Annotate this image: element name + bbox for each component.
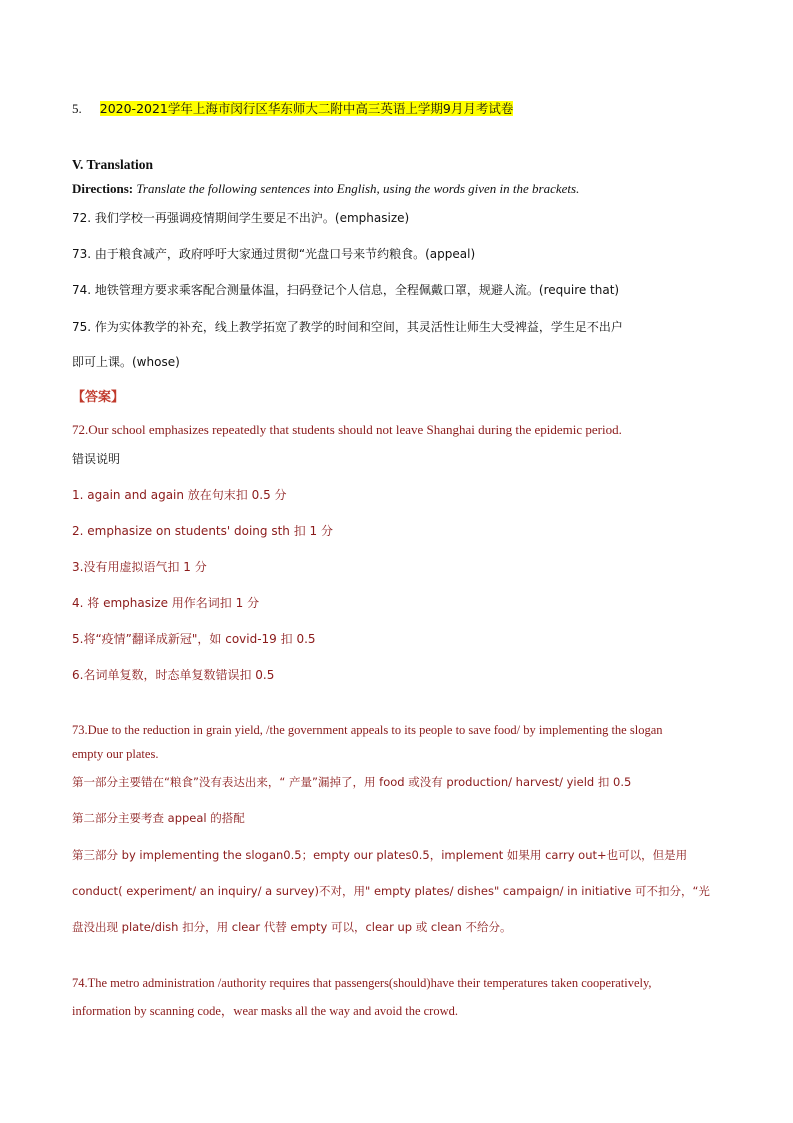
question-75: 75. 作为实体教学的补充，线上教学拓宽了教学的时间和空间，其灵活性让师生大受裨益，学生足不出户 bbox=[72, 320, 623, 334]
question-72: 72. 我们学校一再强调疫情期间学生要足不出沪。(emphasize) bbox=[72, 211, 410, 225]
paper-header bbox=[72, 100, 725, 118]
answer-73-note-2: 第二部分主要考查 appeal 的搭配 bbox=[72, 811, 245, 825]
answer-73-note-3: 第三部分 by implementing the slogan0.5；empty our plates0.5，implement 如果用 carry out+也可以，但是用 bbox=[72, 848, 688, 862]
answer-73-line1: 73.Due to the reduction in grain yield, /the government appeals to its people to save food/ by implementing the slogan bbox=[72, 723, 663, 737]
answer-73-line2: empty our plates. bbox=[72, 747, 159, 761]
answer-72: 72.Our school emphasizes repeatedly that students should not leave Shanghai during the epidemic period. bbox=[72, 422, 622, 437]
error-item-1: 1. again and again 放在句末扣 0.5 分 bbox=[72, 488, 287, 502]
errors-title: 错误说明 bbox=[72, 452, 121, 466]
directions bbox=[72, 180, 725, 198]
directions-label: Directions: bbox=[72, 181, 134, 196]
question-75-cont: 即可上课。(whose) bbox=[72, 355, 180, 369]
error-item-2: 2. emphasize on students' doing sth 扣 1 分 bbox=[72, 524, 333, 538]
answer-74-line1: 74.The metro administration /authority requires that passengers(should)have their temperatures taken cooperatively, bbox=[72, 976, 652, 990]
error-item-4: 4. 将 emphasize 用作名词扣 1 分 bbox=[72, 596, 260, 610]
paper-title: 2020-2021学年上海市闵行区华东师大二附中高三英语上学期9月月考试卷 bbox=[99, 101, 514, 116]
error-item-6: 6.名词单复数，时态单复数错误扣 0.5 bbox=[72, 668, 275, 682]
error-item-5: 5.将“疫情”翻译成新冠"，如 covid-19 扣 0.5 bbox=[72, 632, 316, 646]
item-number: 5. bbox=[72, 101, 82, 116]
answer-74-line2: information by scanning code，wear masks all the way and avoid the crowd. bbox=[72, 1004, 458, 1018]
answer-tag: 【答案】 bbox=[72, 390, 125, 405]
directions-text: Translate the following sentences into English, using the words given in the brackets. bbox=[136, 181, 580, 196]
section-title: V. Translation bbox=[72, 157, 154, 172]
answer-73-note-5: 盘没出现 plate/dish 扣分，用 clear 代替 empty 可以，clear up 或 clean 不给分。 bbox=[72, 920, 512, 934]
error-item-3: 3.没有用虚拟语气扣 1 分 bbox=[72, 560, 207, 574]
answer-73-note-4: conduct( experiment/ an inquiry/ a survey)不对，用" empty plates/ dishes" campaign/ in initiative 可不扣分，“光 bbox=[72, 884, 710, 898]
question-73: 73. 由于粮食减产，政府呼吁大家通过贯彻“光盘口号来节约粮食。(appeal) bbox=[72, 247, 476, 261]
question-74: 74. 地铁管理方要求乘客配合测量体温，扫码登记个人信息，全程佩戴口罩，规避人流。(require that) bbox=[72, 283, 620, 297]
answer-73-note-1: 第一部分主要错在“粮食”没有表达出来，“ 产量”漏掉了，用 food 或没有 production/ harvest/ yield 扣 0.5 bbox=[72, 775, 632, 789]
